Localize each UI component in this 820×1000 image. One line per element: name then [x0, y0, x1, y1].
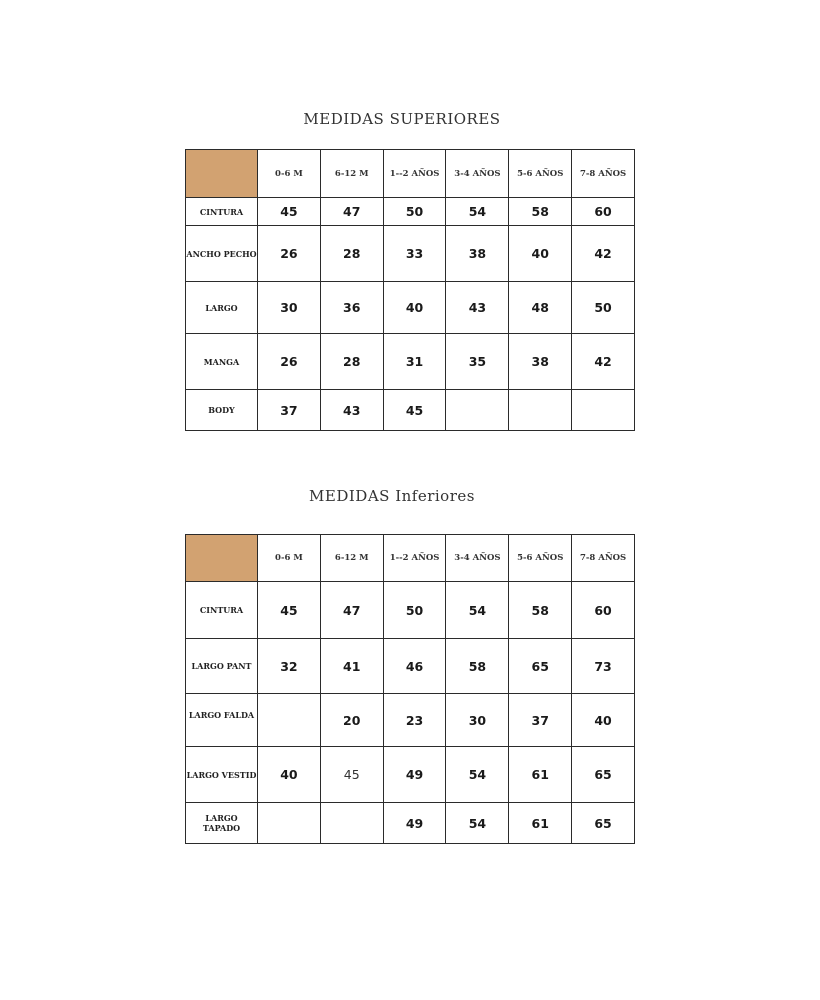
table-cell: 48: [509, 282, 572, 334]
column-header: 7-8 AÑOS: [572, 535, 635, 582]
table-cell: 47: [320, 198, 383, 226]
table-cell: 61: [509, 747, 572, 803]
table-cell: 73: [572, 639, 635, 694]
table-cell: 32: [258, 639, 321, 694]
table-cell: 49: [383, 803, 446, 844]
table-cell: 41: [320, 639, 383, 694]
row-label: LARGO VESTID: [186, 747, 258, 803]
table-cell: 20: [320, 694, 383, 747]
row-label: CINTURA: [186, 198, 258, 226]
table-cell: 23: [383, 694, 446, 747]
table-row: [186, 803, 635, 844]
table-cell: 36: [320, 282, 383, 334]
row-label: BODY: [186, 390, 258, 431]
table-cell: 45: [320, 747, 383, 803]
row-label: MANGA: [186, 334, 258, 390]
column-header: 6-12 M: [320, 535, 383, 582]
table-row: [186, 226, 635, 282]
table-cell: 37: [509, 694, 572, 747]
column-header: 3-4 AÑOS: [446, 150, 509, 198]
table-cell: 28: [320, 334, 383, 390]
table-cell: 58: [446, 639, 509, 694]
table-row: [186, 747, 635, 803]
table-cell: 45: [383, 390, 446, 431]
table-cell: 33: [383, 226, 446, 282]
table-cell: 54: [446, 582, 509, 639]
column-header: 0-6 M: [258, 150, 321, 198]
column-header: 5-6 AÑOS: [509, 535, 572, 582]
table-row: [186, 198, 635, 226]
table-cell: 50: [383, 582, 446, 639]
table-cell: 38: [509, 334, 572, 390]
row-label: LARGO: [186, 282, 258, 334]
top-size-table: [185, 149, 635, 431]
table-cell: 60: [572, 198, 635, 226]
column-header: 1--2 AÑOS: [383, 150, 446, 198]
table-cell: 47: [320, 582, 383, 639]
table-cell: 40: [383, 282, 446, 334]
table-cell: [509, 390, 572, 431]
table-cell: 45: [258, 198, 321, 226]
bottom-table-title: MEDIDAS Inferiores: [309, 487, 475, 505]
row-label: LARGO TAPADO: [186, 803, 258, 844]
top-table-title: MEDIDAS SUPERIORES: [303, 110, 501, 128]
table-cell: 43: [320, 390, 383, 431]
column-header: 5-6 AÑOS: [509, 150, 572, 198]
table-cell: [320, 803, 383, 844]
row-label: CINTURA: [186, 582, 258, 639]
row-label: ANCHO PECHO: [186, 226, 258, 282]
bottom-size-table: [185, 534, 635, 844]
table-row: [186, 390, 635, 431]
header-row: [186, 150, 635, 198]
table-cell: 61: [509, 803, 572, 844]
table-cell: 26: [258, 226, 321, 282]
table-cell: 40: [572, 694, 635, 747]
table-cell: [446, 390, 509, 431]
table-cell: 45: [258, 582, 321, 639]
table-cell: 40: [258, 747, 321, 803]
row-label: LARGO FALDA: [186, 694, 258, 747]
table-cell: 50: [383, 198, 446, 226]
table-cell: 65: [572, 747, 635, 803]
table-cell: [258, 694, 321, 747]
table-cell: 50: [572, 282, 635, 334]
table-cell: 26: [258, 334, 321, 390]
column-header: 1--2 AÑOS: [383, 535, 446, 582]
table-cell: 54: [446, 803, 509, 844]
table-cell: 65: [572, 803, 635, 844]
table-cell: 58: [509, 582, 572, 639]
table-cell: 30: [258, 282, 321, 334]
column-header: 0-6 M: [258, 535, 321, 582]
column-header: 3-4 AÑOS: [446, 535, 509, 582]
header-row: [186, 535, 635, 582]
table-cell: 28: [320, 226, 383, 282]
table-cell: 54: [446, 747, 509, 803]
table-cell: [258, 803, 321, 844]
corner-swatch: [186, 150, 258, 198]
table-cell: 35: [446, 334, 509, 390]
table-cell: 38: [446, 226, 509, 282]
table-cell: 49: [383, 747, 446, 803]
table-cell: 37: [258, 390, 321, 431]
table-row: [186, 639, 635, 694]
table-cell: 46: [383, 639, 446, 694]
table-row: [186, 282, 635, 334]
table-row: [186, 582, 635, 639]
table-cell: 60: [572, 582, 635, 639]
column-header: 7-8 AÑOS: [572, 150, 635, 198]
table-cell: 42: [572, 334, 635, 390]
table-row: [186, 334, 635, 390]
column-header: 6-12 M: [320, 150, 383, 198]
corner-swatch: [186, 535, 258, 582]
table-cell: 31: [383, 334, 446, 390]
table-cell: 54: [446, 198, 509, 226]
table-cell: 30: [446, 694, 509, 747]
table-cell: 58: [509, 198, 572, 226]
table-cell: 40: [509, 226, 572, 282]
row-label: LARGO PANT: [186, 639, 258, 694]
table-cell: 65: [509, 639, 572, 694]
table-cell: [572, 390, 635, 431]
table-row: [186, 694, 635, 747]
table-cell: 42: [572, 226, 635, 282]
table-cell: 43: [446, 282, 509, 334]
